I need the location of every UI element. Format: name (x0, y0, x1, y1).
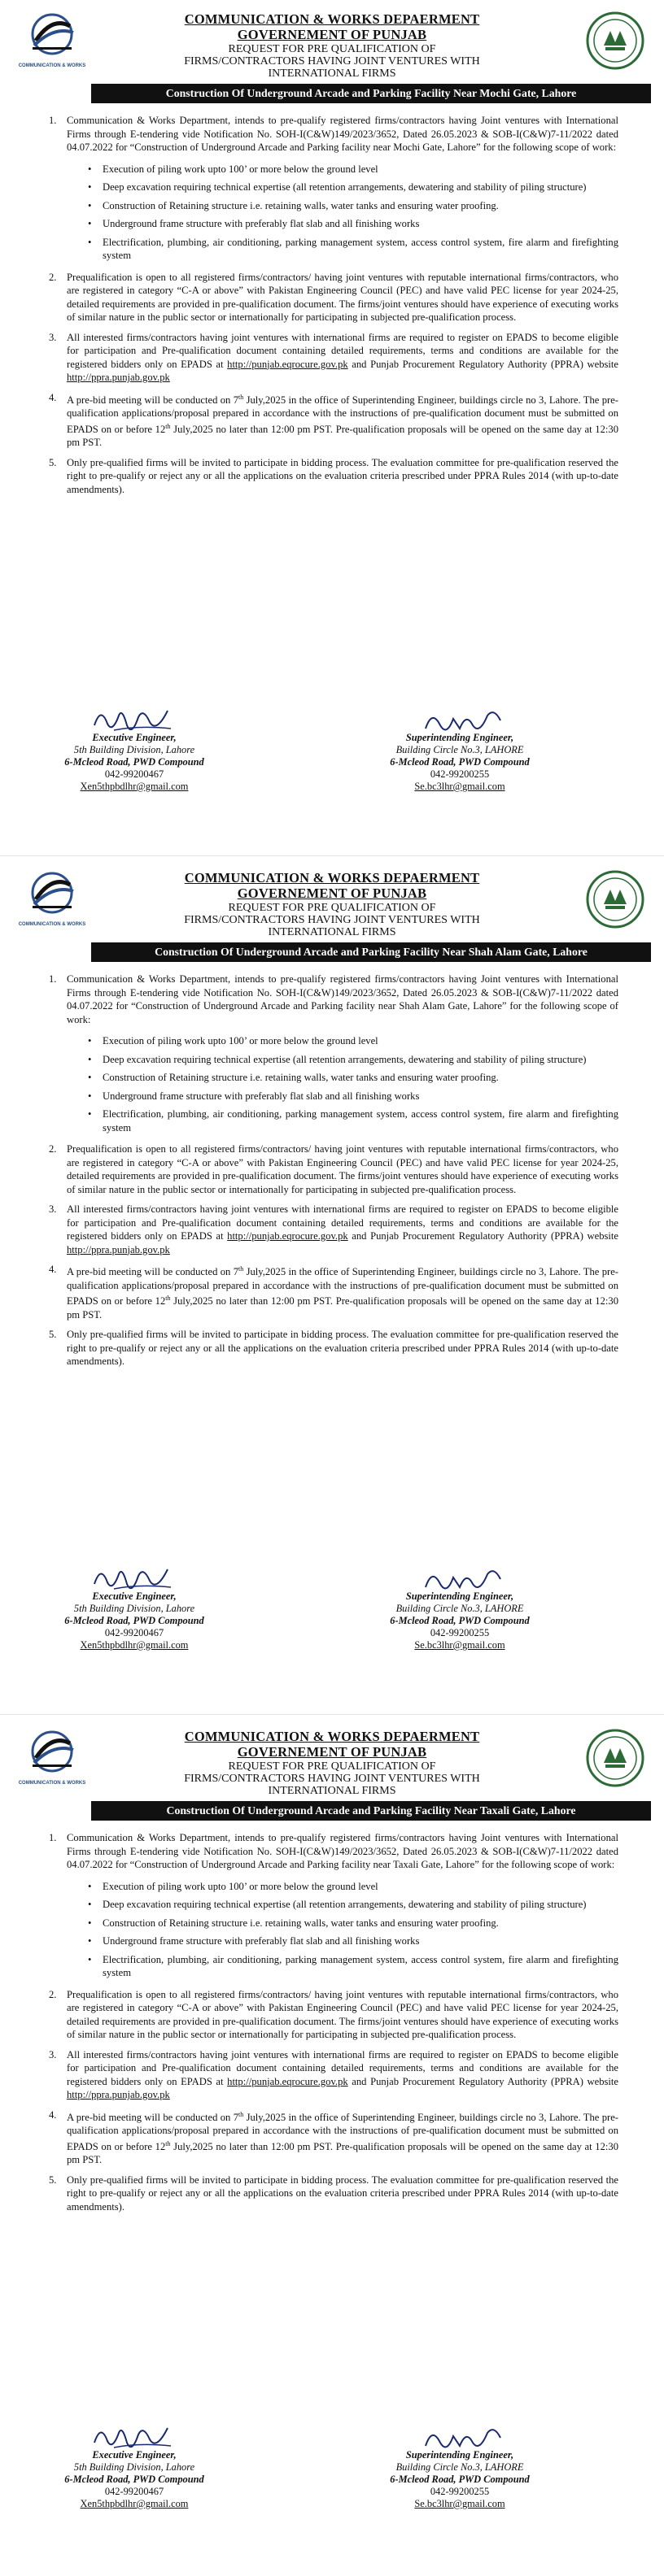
signatory-email[interactable]: Xen5thpbdlhr@gmail.com (80, 2498, 189, 2509)
signatory-email[interactable]: Se.bc3lhr@gmail.com (414, 781, 505, 792)
executive-engineer-signature-block: Executive Engineer, 5th Building Division, Lahore 6-Mcleod Road, PWD Compound 042-99200467 Xen5thpbdlhr@gmail.com (33, 1590, 236, 1651)
project-title-banner: Construction Of Underground Arcade and Parking Facility Near Mochi Gate, Lahore (91, 84, 651, 103)
superintending-engineer-signature-block: Superintending Engineer, Building Circle No.3, LAHORE 6-Mcleod Road, PWD Compound 042-99200255 Se.bc3lhr@gmail.com (358, 2449, 561, 2510)
project-title-banner: Construction Of Underground Arcade and Parking Facility Near Shah Alam Gate, Lahore (91, 942, 651, 962)
bullet-icon: • (88, 236, 92, 248)
ppra-link[interactable]: http://ppra.punjab.gov.pk (67, 2089, 170, 2100)
org-name: COMMUNICATION & WORKS DEPAERMENT (184, 11, 480, 27)
request-line-2: FIRMS/CONTRACTORS HAVING JOINT VENTURES WITH (184, 55, 480, 67)
notice-header (0, 859, 664, 940)
scope-of-work-list (88, 1880, 618, 1980)
paragraph-3: 3. All interested firms/contractors having joint ventures with international firms are required to register on EPADS to become eligible for participation and Pre-qualification document containing detailed requirements, terms and conditions are available for the registered bidders only on EPADS at http://punjab.eqrocure.gov.pk and Punjab Procurement Regulatory Authority (PPRA) website http://ppra.punjab.gov.pk (49, 1203, 618, 1255)
bullet-icon: • (88, 218, 92, 229)
scope-item: • Deep excavation requiring technical expertise (all retention arrangements, dewatering and stability of piling structure) (88, 1899, 587, 1910)
paragraph-text: Communication & Works Department, intends to pre-qualify registered firms/contractors having Joint ventures with International Firms through E-tendering vide Notification No. SOH-I(C&W)149/2023/3652, Dated 26.05.2023 & SOB-I(C&W)7-11/2022 dated 04.07.2022 for “Construction of Underground Arcade and Parking facility near Mochi Gate, Lahore” for the following scope of work: (67, 115, 618, 153)
paragraph-3: 3. All interested firms/contractors having joint ventures with international firms are required to register on EPADS to become eligible for participation and Pre-qualification document containing detailed requirements, terms and conditions are available for the registered bidders only on EPADS at http://punjab.eqrocure.gov.pk and Punjab Procurement Regulatory Authority (PPRA) website http://ppra.punjab.gov.pk (49, 2048, 618, 2100)
paragraph-4: 4. A pre-bid meeting will be conducted on 7th July,2025 in the office of Superintending Engineer, buildings circle no 3, Lahore. The pre-qualification applications/proposal prepared in accordance with the instructions of pre-qualification document must be submitted on EPADS on or before 12th July,2025 no later than 12:00 pm PST. Pre-qualification proposals will be opened on the same day at 12:30 pm PST. (49, 391, 619, 449)
signatory-email[interactable]: Se.bc3lhr@gmail.com (414, 1639, 505, 1651)
scope-item: • Execution of piling work upto 100’ or more below the ground level (88, 1880, 378, 1892)
project-title-banner: Construction Of Underground Arcade and Parking Facility Near Taxali Gate, Lahore (91, 1801, 651, 1821)
government-name: GOVERNEMENT OF PUNJAB (237, 1744, 427, 1760)
bullet-icon: • (88, 199, 92, 211)
scope-item: • Execution of piling work upto 100’ or more below the ground level (88, 1035, 378, 1046)
paragraph-5: 5. Only pre-qualified firms will be invited to participate in bidding process. The evaluation committee for pre-qualification reserved the right to pre-qualify or reject any or all the applications on the evaluation criteria prescribed under PPRA Rules 2014 (with up-to-date amendments). (49, 2174, 618, 2213)
bullet-icon: • (88, 1090, 92, 1102)
notice-taxali-gate (0, 1717, 664, 2530)
scope-of-work-list (88, 163, 618, 263)
signatory-phone: 042-99200467 (104, 768, 164, 780)
paragraph-2: 2. Prequalification is open to all registered firms/contractors/ having joint ventures with reputable international firms/contractors, who are registered in category “C-A or above” with Pakistan Engineering Council (PEC) and have valid PEC license for year 2024-25, detailed requirements are provided in pre-qualification document. The firms/joint ventures should have experience of executing works of similar nature in the public sector or internationally for participating in subjected pre-qualification process. (49, 1143, 618, 1195)
notice-divider (0, 1714, 664, 1715)
punjab-seal-icon (584, 1727, 646, 1789)
scope-item: • Construction of Retaining structure i.e. retaining walls, water tanks and ensuring water proofing. (88, 1917, 499, 1929)
notice-header (0, 0, 664, 81)
signatory-office: 5th Building Division, Lahore (73, 744, 195, 755)
request-line-3: INTERNATIONAL FIRMS (268, 67, 396, 80)
superintending-engineer-signature-block: Superintending Engineer, Building Circle No.3, LAHORE 6-Mcleod Road, PWD Compound 042-99200255 Se.bc3lhr@gmail.com (358, 1590, 561, 1651)
logo-caption: COMMUNICATION & WORKS (18, 922, 86, 927)
notice-body (49, 1831, 618, 2220)
epads-link[interactable]: http://punjab.eqrocure.gov.pk (227, 358, 348, 370)
request-line-3: INTERNATIONAL FIRMS (268, 926, 396, 938)
bullet-icon: • (88, 1899, 92, 1910)
paragraph-2: 2. Prequalification is open to all registered firms/contractors/ having joint ventures with reputable international firms/contractors, who are registered in category “C-A or above” with Pakistan Engineering Council (PEC) and have valid PEC license for year 2024-25, detailed requirements are provided in pre-qualification document. The firms/joint ventures should have experience of executing works of similar nature in the public sector or internationally for participating in subjected pre-qualification process. (49, 271, 618, 323)
bullet-icon: • (88, 181, 92, 193)
signatory-email[interactable]: Xen5thpbdlhr@gmail.com (80, 781, 189, 792)
logo-caption: COMMUNICATION & WORKS (18, 63, 86, 68)
request-line-1: REQUEST FOR PRE QUALIFICATION OF (228, 43, 436, 55)
bullet-icon: • (88, 1953, 92, 1965)
request-line-1: REQUEST FOR PRE QUALIFICATION OF (228, 1760, 436, 1773)
paragraph-1: 1. Communication & Works Department, intends to pre-qualify registered firms/contractors having Joint ventures with International Firms through E-tendering vide Notification No. SOH-I(C&W)149/2023/3652, Dated 26.05.2023 & SOB-I(C&W)7-11/2022 dated 04.07.2022 for “Construction of Underground Arcade and Parking facility near Shah Alam Gate, Lahore” for the following scope of work: (49, 973, 618, 1025)
ppra-link[interactable]: http://ppra.punjab.gov.pk (67, 372, 170, 383)
government-name: GOVERNEMENT OF PUNJAB (237, 886, 427, 901)
bullet-icon: • (88, 1917, 92, 1929)
scope-item: • Construction of Retaining structure i.e. retaining walls, water tanks and ensuring water proofing. (88, 1072, 499, 1083)
bullet-icon: • (88, 1108, 92, 1120)
paragraph-1 (49, 114, 618, 154)
notice-body (49, 114, 618, 503)
superintending-engineer-signature-block: Superintending Engineer, Building Circle No.3, LAHORE 6-Mcleod Road, PWD Compound 042-99200255 Se.bc3lhr@gmail.com (358, 732, 561, 793)
government-name: GOVERNEMENT OF PUNJAB (237, 27, 427, 42)
notice-divider (0, 855, 664, 856)
epads-link[interactable]: http://punjab.eqrocure.gov.pk (227, 2075, 348, 2087)
scope-item: • Underground frame structure with preferably flat slab and all finishing works (88, 1090, 420, 1102)
request-line-2: FIRMS/CONTRACTORS HAVING JOINT VENTURES WITH (184, 914, 480, 926)
scope-item: • Deep excavation requiring technical expertise (all retention arrangements, dewatering and stability of piling structure) (88, 1053, 587, 1065)
notice-body (49, 973, 618, 1375)
notice-mochi-gate (0, 0, 664, 813)
paragraph-number: 1. (49, 115, 57, 126)
bullet-icon: • (88, 1072, 92, 1083)
scope-item: • Underground frame structure with preferably flat slab and all finishing works (88, 1935, 420, 1947)
bullet-icon: • (88, 1035, 92, 1046)
request-line-2: FIRMS/CONTRACTORS HAVING JOINT VENTURES WITH (184, 1773, 480, 1785)
scope-item: • Electrification, plumbing, air conditioning, parking management system, access control system, fire alarm and firefighting system (88, 236, 618, 261)
signatory-address: 6-Mcleod Road, PWD Compound (64, 756, 204, 768)
scope-item: • Deep excavation requiring technical expertise (all retention arrangements, dewatering and stability of piling structure) (88, 181, 587, 193)
bullet-icon: • (88, 163, 92, 175)
bullet-icon: • (88, 1880, 92, 1892)
punjab-seal-icon (584, 10, 646, 72)
paragraph-5: 5. Only pre-qualified firms will be invited to participate in bidding process. The evaluation committee for pre-qualification reserved the right to pre-qualify or reject any or all the applications on the evaluation criteria prescribed under PPRA Rules 2014 (with up-to-date amendments). (49, 456, 618, 495)
paragraph-4: 4. A pre-bid meeting will be conducted on 7th July,2025 in the office of Superintending Engineer, buildings circle no 3, Lahore. The pre-qualification applications/proposal prepared in accordance with the instructions of pre-qualification document must be submitted on EPADS on or before 12th July,2025 no later than 12:00 pm PST. Pre-qualification proposals will be opened on the same day at 12:30 pm PST. (49, 2108, 619, 2166)
scope-item: • Construction of Retaining structure i.e. retaining walls, water tanks and ensuring water proofing. (88, 199, 499, 211)
paragraph-4: 4. A pre-bid meeting will be conducted on 7th July,2025 in the office of Superintending Engineer, buildings circle no 3, Lahore. The pre-qualification applications/proposal prepared in accordance with the instructions of pre-qualification document must be submitted on EPADS on or before 12th July,2025 no later than 12:00 pm PST. Pre-qualification proposals will be opened on the same day at 12:30 pm PST. (49, 1264, 619, 1321)
paragraph-5: 5. Only pre-qualified firms will be invited to participate in bidding process. The evaluation committee for pre-qualification reserved the right to pre-qualify or reject any or all the applications on the evaluation criteria prescribed under PPRA Rules 2014 (with up-to-date amendments). (49, 1329, 618, 1368)
scope-item: • Electrification, plumbing, air conditioning, parking management system, access control system, fire alarm and firefighting system (88, 1108, 618, 1134)
bullet-icon: • (88, 1935, 92, 1947)
paragraph-3: 3. All interested firms/contractors having joint ventures with international firms are required to register on EPADS to become eligible for participation and Pre-qualification document containing detailed requirements, terms and conditions are available for the registered bidders only on EPADS at http://punjab.eqrocure.gov.pk and Punjab Procurement Regulatory Authority (PPRA) website http://ppra.punjab.gov.pk (49, 331, 618, 383)
bullet-icon: • (88, 1053, 92, 1065)
signatory-email[interactable]: Se.bc3lhr@gmail.com (414, 2498, 505, 2509)
signatory-email[interactable]: Xen5thpbdlhr@gmail.com (80, 1639, 189, 1651)
signatory-title: Executive Engineer, (92, 732, 177, 743)
scope-of-work-list (88, 1034, 618, 1134)
ppra-link[interactable]: http://ppra.punjab.gov.pk (67, 1243, 170, 1255)
executive-engineer-signature-block (33, 732, 236, 793)
epads-link[interactable]: http://punjab.eqrocure.gov.pk (227, 1230, 348, 1242)
scope-item: • Electrification, plumbing, air conditioning, parking management system, access control system, fire alarm and firefighting system (88, 1953, 618, 1978)
paragraph-1: 1. Communication & Works Department, intends to pre-qualify registered firms/contractors having Joint ventures with International Firms through E-tendering vide Notification No. SOH-I(C&W)149/2023/3652, Dated 26.05.2023 & SOB-I(C&W)7-11/2022 dated 04.07.2022 for “Construction of Underground Arcade and Parking facility near Taxali Gate, Lahore” for the following scope of work: (49, 1832, 618, 1870)
notice-shah-alam-gate (0, 859, 664, 1672)
punjab-seal-icon (584, 868, 646, 930)
scope-item: • Underground frame structure with preferably flat slab and all finishing works (88, 218, 420, 229)
org-name: COMMUNICATION & WORKS DEPAERMENT (184, 1729, 480, 1744)
notice-header (0, 1717, 664, 1799)
logo-caption: COMMUNICATION & WORKS (18, 1781, 86, 1786)
executive-engineer-signature-block: Executive Engineer, 5th Building Division, Lahore 6-Mcleod Road, PWD Compound 042-99200467 Xen5thpbdlhr@gmail.com (33, 2449, 236, 2510)
request-line-1: REQUEST FOR PRE QUALIFICATION OF (228, 902, 436, 914)
scope-item: • Execution of piling work upto 100’ or more below the ground level (88, 163, 378, 175)
paragraph-2: 2. Prequalification is open to all registered firms/contractors/ having joint ventures with reputable international firms/contractors, who are registered in category “C-A or above” with Pakistan Engineering Council (PEC) and have valid PEC license for year 2024-25, detailed requirements are provided in pre-qualification document. The firms/joint ventures should have experience of executing works of similar nature in the public sector or internationally for participating in subjected pre-qualification process. (49, 1988, 618, 2040)
request-line-3: INTERNATIONAL FIRMS (268, 1785, 396, 1797)
org-name: COMMUNICATION & WORKS DEPAERMENT (184, 870, 480, 886)
